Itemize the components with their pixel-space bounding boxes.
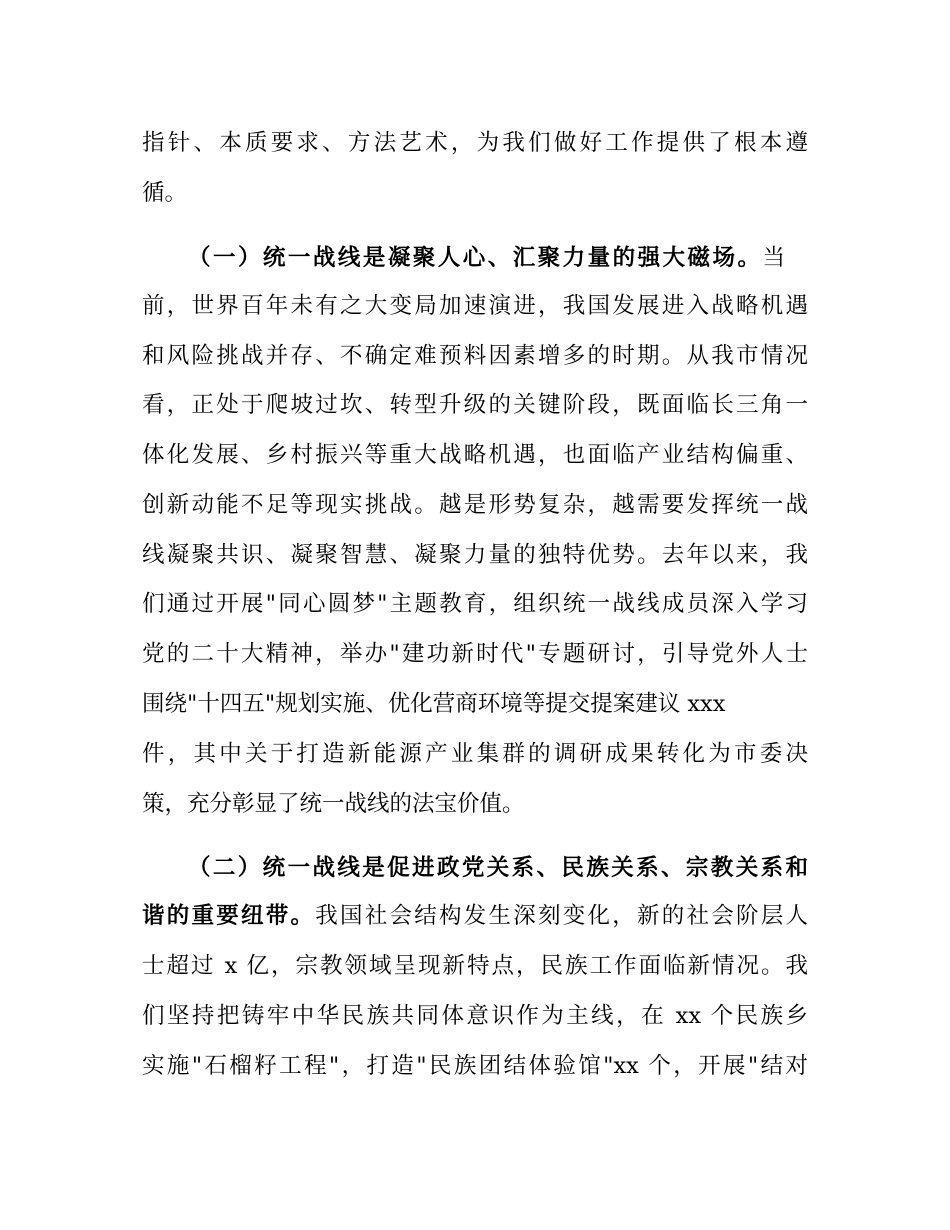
section-heading-line bbox=[188, 853, 808, 883]
line-text: 循。 bbox=[142, 180, 188, 206]
body-line bbox=[142, 178, 187, 208]
body-line bbox=[142, 589, 808, 619]
line-text: 看，正处于爬坡过坎、转型升级的关键阶段，既面临长三角一 bbox=[142, 392, 808, 418]
line-text: 当 bbox=[762, 245, 785, 271]
body-line bbox=[142, 390, 808, 420]
line-text: 们通过开展"同心圆梦"主题教育，组织统一战线成员深入学习 bbox=[142, 591, 808, 617]
line-text: 们坚持把铸牢中华民族共同体意识作为主线，在 xx 个民族乡 bbox=[142, 1003, 808, 1029]
body-line bbox=[142, 440, 808, 470]
line-text: 实施"石榴籽工程"，打造"民族团结体验馆"xx 个，开展"结对 bbox=[142, 1053, 808, 1079]
line-text: 线凝聚共识、凝聚智慧、凝聚力量的独特优势。去年以来，我 bbox=[142, 542, 808, 568]
section-heading-2: （二）统一战线是促进政党关系、民族关系、宗教关系和 bbox=[188, 855, 808, 881]
body-line bbox=[142, 739, 808, 769]
line-text: 和风险挑战并存、不确定难预料因素增多的时期。从我市情况 bbox=[142, 343, 808, 369]
line-text: 体化发展、乡村振兴等重大战略机遇，也面临产业结构偏重、 bbox=[142, 442, 808, 468]
section-heading-line bbox=[142, 901, 808, 931]
line-text: 士超过 x 亿，宗教领域呈现新特点，民族工作面临新情况。我 bbox=[142, 953, 808, 979]
line-text: 创新动能不足等现实挑战。越是形势复杂，越需要发挥统一战 bbox=[142, 492, 808, 518]
section-heading-line bbox=[188, 243, 785, 273]
body-line bbox=[142, 1051, 808, 1081]
body-line bbox=[142, 490, 808, 520]
body-line bbox=[142, 341, 808, 371]
body-line bbox=[142, 540, 808, 570]
body-line bbox=[142, 789, 525, 819]
line-text: 党的二十大精神，举办"建功新时代"专题研讨，引导党外人士 bbox=[142, 641, 808, 667]
body-line bbox=[142, 291, 808, 321]
line-text: 我国社会结构发生深刻变化，新的社会阶层人 bbox=[315, 903, 808, 929]
body-line bbox=[142, 128, 808, 158]
body-line bbox=[142, 1001, 808, 1031]
section-heading-1: （一）统一战线是凝聚人心、汇聚力量的强大磁场。 bbox=[188, 245, 763, 271]
body-line bbox=[142, 951, 808, 981]
line-text: 件，其中关于打造新能源产业集群的调研成果转化为市委决 bbox=[142, 741, 808, 767]
section-heading-2-cont: 谐的重要纽带。 bbox=[142, 903, 316, 929]
line-text: 指针、本质要求、方法艺术，为我们做好工作提供了根本遵 bbox=[142, 130, 808, 156]
body-line bbox=[142, 639, 808, 669]
body-line bbox=[142, 689, 725, 719]
line-text: 策，充分彰显了统一战线的法宝价值。 bbox=[142, 791, 525, 817]
line-text: 前，世界百年未有之大变局加速演进，我国发展进入战略机遇 bbox=[142, 293, 808, 319]
line-text: 围绕"十四五"规划实施、优化营商环境等提交提案建议 xxx bbox=[142, 691, 726, 717]
